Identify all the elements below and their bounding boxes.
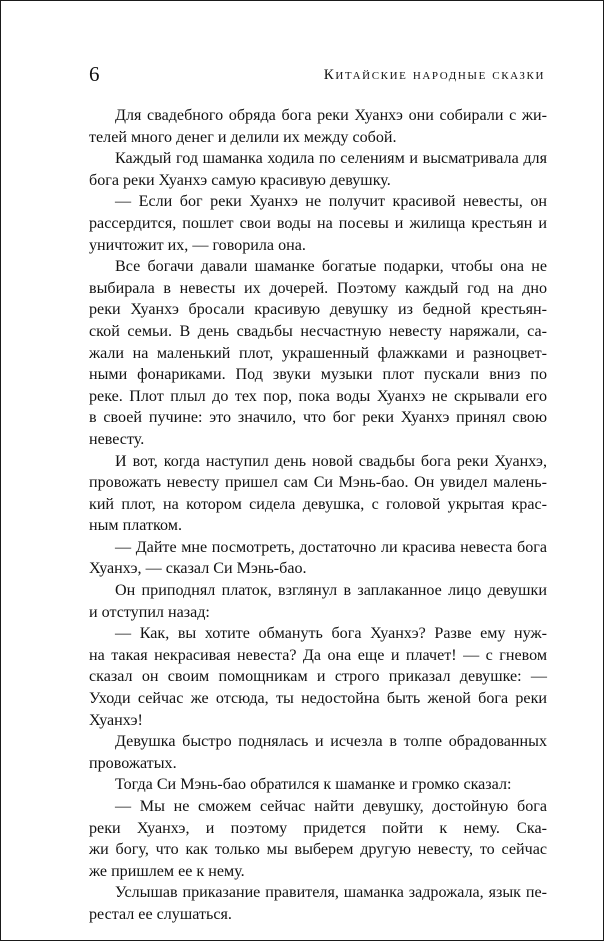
text-line: уничтожит их, — говорила она. bbox=[89, 236, 306, 254]
paragraph bbox=[89, 774, 547, 796]
text-line: ской семьи. В день свадьбы несчастную невесту наряжали, са- bbox=[89, 322, 547, 340]
paragraph bbox=[89, 148, 547, 191]
text-line: сказал он своим помощникам и строго приказал девушке: — bbox=[89, 668, 547, 686]
paragraph bbox=[89, 537, 547, 580]
text-line: Он приподнял платок, взглянул в заплаканное лицо девушки bbox=[115, 582, 547, 600]
text-line: жи богу, что как только мы выберем другую невесту, то сейчас bbox=[89, 841, 547, 859]
body-text bbox=[89, 105, 547, 926]
paragraph bbox=[89, 191, 547, 256]
text-line: Хуанхэ! bbox=[89, 711, 143, 729]
text-line: — Как, вы хотите обмануть бога Хуанхэ? Разве ему нуж- bbox=[115, 625, 547, 643]
text-line: Хуанхэ, — сказал Си Мэнь-бао. bbox=[89, 560, 307, 578]
text-line: невесту. bbox=[89, 430, 145, 448]
text-line: реки Хуанхэ, и поэтому придется пойти к нему. Ска- bbox=[89, 819, 547, 837]
text-line: Каждый год шаманка ходила по селениям и высматривала для bbox=[115, 150, 547, 168]
text-line: и отступил назад: bbox=[89, 603, 210, 621]
paragraph bbox=[89, 623, 547, 731]
text-line: Для свадебного обряда бога реки Хуанхэ они собирали с жи- bbox=[115, 107, 547, 124]
paragraph bbox=[89, 882, 547, 925]
paragraph bbox=[89, 256, 547, 450]
text-line: провожать невесту пришел сам Си Мэнь-бао. Он увидел малень- bbox=[89, 474, 547, 492]
text-line: — Дайте мне посмотреть, достаточно ли красива невеста бога bbox=[115, 538, 547, 556]
text-line: — Если бог реки Хуанхэ не получит красивой невесты, он bbox=[115, 193, 547, 211]
text-line: реки Хуанхэ бросали красивую девушку из бедной крестьян- bbox=[89, 301, 547, 319]
text-line: И вот, когда наступил день новой свадьбы бога реки Хуанхэ, bbox=[115, 452, 547, 470]
text-line: Тогда Си Мэнь-бао обратился к шаманке и громко сказал: bbox=[115, 776, 512, 794]
text-line: рассердится, пошлет свои воды на посевы и жилища крестьян и bbox=[89, 214, 547, 232]
paragraph bbox=[89, 580, 547, 623]
text-line: ными фонариками. Под звуки музыки плот пускали вниз по bbox=[89, 366, 547, 384]
text-line: рестал ее слушаться. bbox=[89, 905, 232, 923]
text-line: телей много денег и делили их между собой. bbox=[89, 128, 397, 146]
paragraph bbox=[89, 731, 547, 774]
text-line: Уходи сейчас же отсюда, ты недостойна быть женой бога реки bbox=[89, 690, 547, 708]
text-line: жали на маленький плот, украшенный флажками и разноцвет- bbox=[89, 344, 547, 362]
text-line: Услышав приказание правителя, шаманка задрожала, язык пе- bbox=[115, 884, 547, 902]
text-line: на такая некрасивая невеста? Да она еще и плачет! — с гневом bbox=[89, 646, 547, 664]
paragraph bbox=[89, 796, 547, 882]
text-line: выбирала в невесты их дочерей. Поэтому каждый год на дно bbox=[89, 279, 547, 297]
text-line: провожатых. bbox=[89, 754, 177, 772]
text-line: в своей пучине: это значило, что бог реки Хуанхэ принял свою bbox=[89, 409, 547, 427]
text-line: реке. Плот плыл до тех пор, пока воды Хуанхэ не скрывали его bbox=[89, 387, 547, 405]
text-line: Девушка быстро поднялась и исчезла в толпе обрадованных bbox=[115, 733, 547, 751]
text-line: кий плот, на котором сидела девушка, с головой укрытая крас- bbox=[89, 495, 547, 513]
text-line: — Мы не сможем сейчас найти девушку, достойную бога bbox=[115, 798, 547, 815]
text-line: Все богачи давали шаманке богатые подарки, чтобы она не bbox=[115, 258, 547, 276]
running-title: Китайские народные сказки bbox=[323, 67, 545, 83]
paragraph bbox=[89, 451, 547, 537]
page-number: 6 bbox=[89, 62, 100, 86]
text-line: же пришлем ее к нему. bbox=[89, 862, 245, 880]
text-line: ным платком. bbox=[89, 517, 182, 535]
page-header bbox=[89, 61, 545, 87]
text-line: бога реки Хуанхэ самую красивую девушку. bbox=[89, 171, 391, 189]
paragraph bbox=[89, 105, 547, 148]
